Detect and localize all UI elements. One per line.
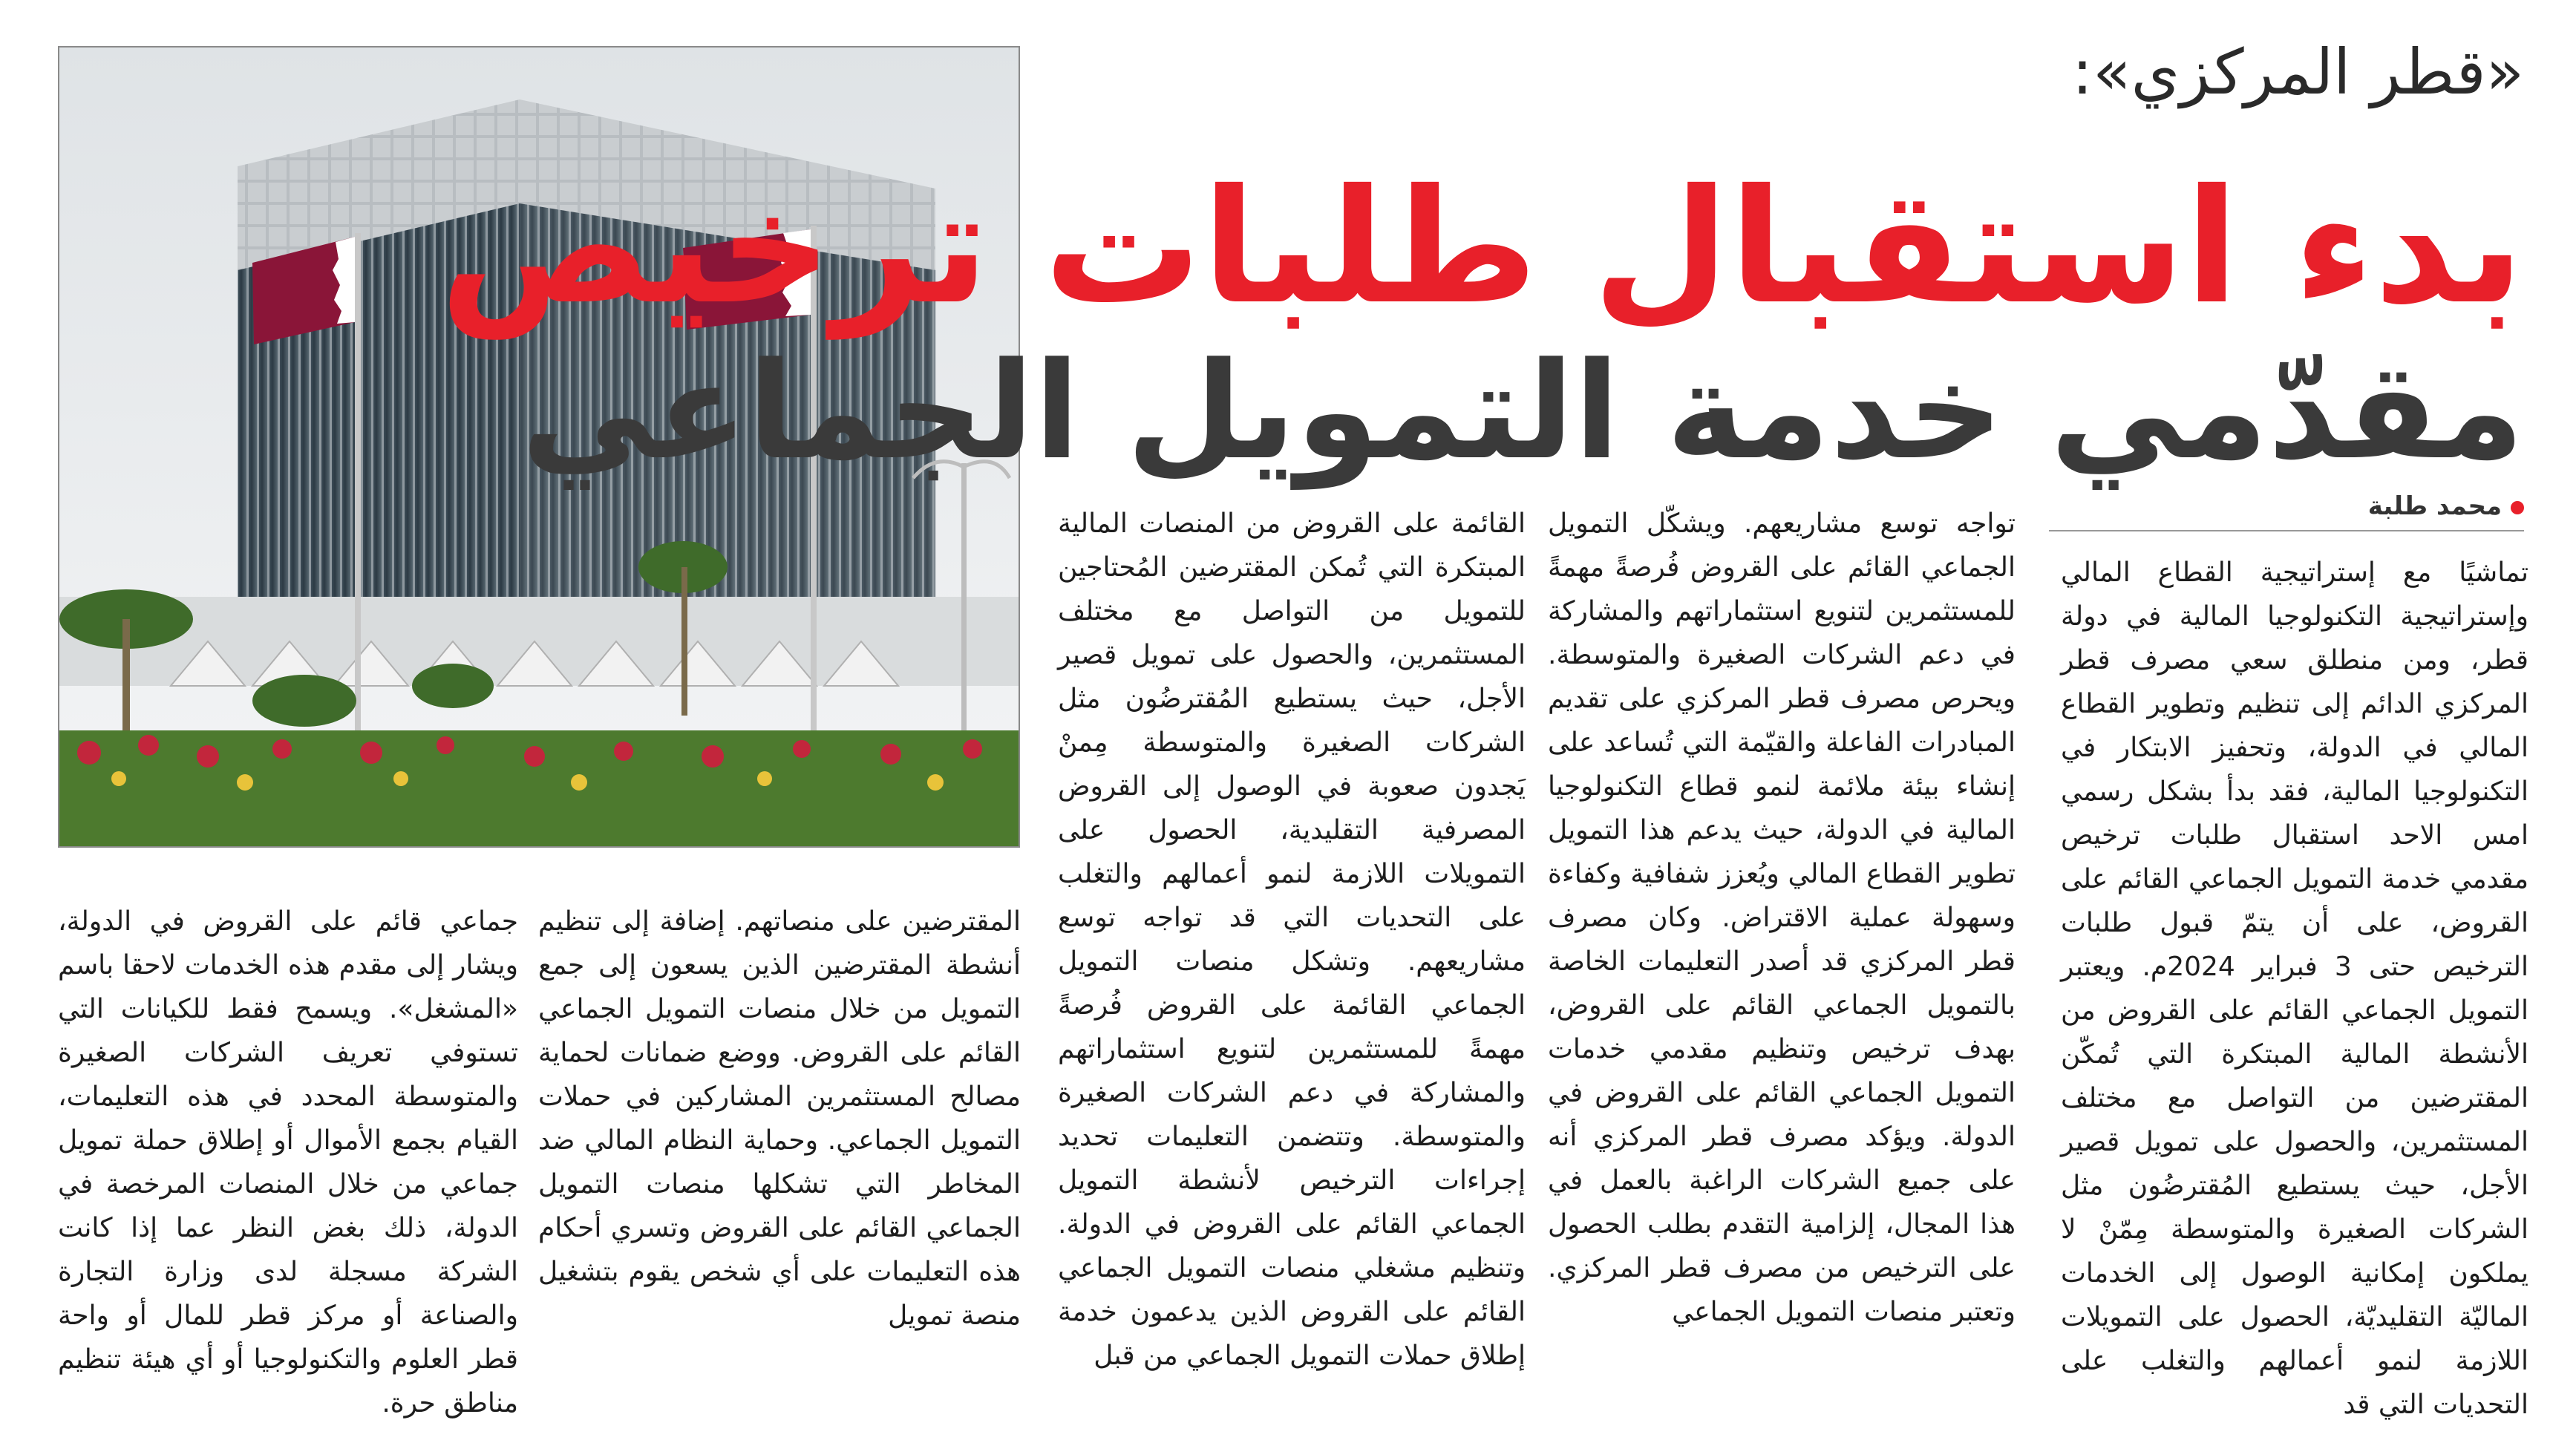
column-5-text: جماعي قائم على القروض في الدولة، ويشار إلى مقدم هذه الخدمات لاحقا باسم «المشغل». ويسمح فقط للكيانات التي تستوفي تعريف الشركات الصغيرة والمتوسطة المحدد في هذه التعليمات، القيام بجمع الأموال أو إطلاق حملة تمويل جماعي من خلال المنصات المرخصة في الدولة، ذلك بغض النظر عما إذا كانت الشركة مسجلة لدى وزارة التجارة والصناعة أو مركز قطر للمال أو واحة قطر العلوم والتكنولوجيا أو أي هيئة تنظيم مناطق حرة.: [58, 906, 518, 1419]
article-column-4: [538, 900, 1021, 1434]
byline-bullet-icon: [2511, 501, 2524, 514]
author-name: محمد طلبة: [2367, 491, 2502, 521]
headline-title-line1: بدء استقبال طلبات ترخيص: [439, 155, 2524, 338]
headline-kicker: «قطر المركزي»:: [2071, 36, 2524, 108]
column-4-text: المقترضين على منصاتهم. إضافة إلى تنظيم أنشطة المقترضين الذين يسعون إلى جمع التمويل من خلال منصات التمويل الجماعي القائم على القروض. ووضع ضمانات لحماية مصالح المستثمرين المشاركين في حملات التمويل الجماعي. وحماية النظام المالي ضد المخاطر التي تشكلها منصات التمويل الجماعي القائم على القروض وتسري أحكام هذه التعليمات على أي شخص يقوم بتشغيل منصة تمويل: [538, 906, 1021, 1331]
article-column-5: [58, 900, 518, 1434]
byline: [2049, 491, 2524, 531]
article-column-2: [1548, 502, 2016, 1434]
column-3-text: القائمة على القروض من المنصات المالية المبتكرة التي تُمكن المقترضين المُحتاجين للتمويل من التواصل مع مختلف المستثمرين، والحصول على تمويل قصير الأجل، حيث يستطيع المُقترضُون مثل الشركات الصغيرة والمتوسطة مِمنْ يَجدون صعوبة في الوصول إلى القروض المصرفية التقليدية، الحصول على التمويلات اللازمة لنمو أعمالهم والتغلب على التحديات التي قد تواجه توسع مشاريعهم. وتشكل منصات التمويل الجماعي القائمة على القروض فُرصةً مهمةً للمستثمرين لتنويع استثماراتهم والمشاركة في دعم الشركات الصغيرة والمتوسطة. وتتضمن التعليمات تحديد إجراءات الترخيص لأنشطة التمويل الجماعي القائم على القروض في الدولة. وتنظيم مشغلي منصات التمويل الجماعي القائم على القروض الذين يدعمون خدمة إطلاق حملات التمويل الجماعي من قبل: [1058, 508, 1526, 1371]
column-2-text: تواجه توسع مشاريعهم. ويشكّل التمويل الجماعي القائم على القروض فُرصةً مهمةً للمستثمرين لتنويع استثماراتهم والمشاركة في دعم الشركات الصغيرة والمتوسطة. ويحرص مصرف قطر المركزي على تقديم المبادرات الفاعلة والقيّمة التي تُساعد على إنشاء بيئة ملائمة لنمو قطاع التكنولوجيا المالية في الدولة، حيث يدعم هذا التمويل تطوير القطاع المالي ويُعزز شفافية وكفاءة وسهولة عملية الاقتراض. وكان مصرف قطر المركزي قد أصدر التعليمات الخاصة بالتمويل الجماعي القائم على القروض، بهدف ترخيص وتنظيم مقدمي خدمات التمويل الجماعي القائم على القروض في الدولة. ويؤكد مصرف قطر المركزي أنه على جميع الشركات الراغبة بالعمل في هذا المجال، إلزامية التقدم بطلب الحصول على الترخيص من مصرف قطر المركزي. وتعتبر منصات التمويل الجماعي: [1548, 508, 2016, 1327]
headline-title-line2: مقدّمي خدمة التمويل الجماعي: [521, 334, 2524, 489]
article-column-1: [2061, 551, 2528, 1434]
article-column-3: [1058, 502, 1526, 1371]
column-1-text: تماشيًا مع إستراتيجية القطاع المالي وإستراتيجية التكنولوجيا المالية في دولة قطر، ومن منطلق سعي مصرف قطر المركزي الدائم إلى تنظيم وتطوير القطاع المالي في الدولة، وتحفيز الابتكار في التكنولوجيا المالية، فقد بدأ بشكل رسمي امس الاحد استقبال طلبات ترخيص مقدمي خدمة التمويل الجماعي القائم على القروض، على أن يتمّ قبول طلبات الترخيص حتى 3 فبراير 2024م. ويعتبر التمويل الجماعي القائم على القروض من الأنشطة المالية المبتكرة التي تُمكّن المقترضين من التواصل مع مختلف المستثمرين، والحصول على تمويل قصير الأجل، حيث يستطيع المُقترضُون مثل الشركات الصغيرة والمتوسطة مِمّنْ لا يملكون إمكانية الوصول إلى الخدمات الماليّة التقليديّة، الحصول على التمويلات اللازمة لنمو أعمالهم والتغلب على التحديات التي قد: [2061, 557, 2528, 1420]
